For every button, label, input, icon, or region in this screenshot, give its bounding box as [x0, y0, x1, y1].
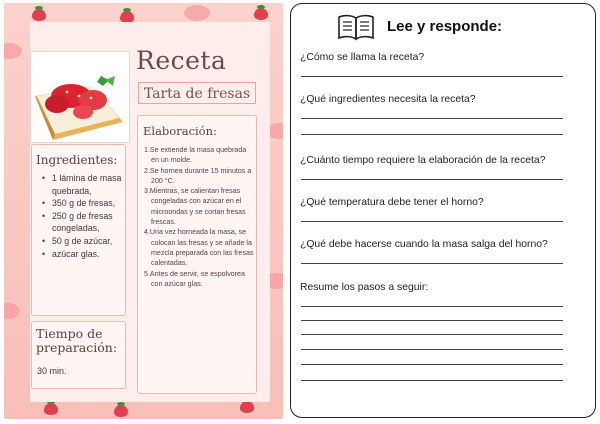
- step-item: 2.Se hornea durante 15 minutos a 200 °C.: [144, 166, 252, 185]
- elaboration-heading: Elaboración:: [143, 124, 217, 138]
- strawberry-decoration: [114, 405, 128, 417]
- recipe-title: Receta: [136, 46, 227, 75]
- macaron-decoration: [4, 303, 20, 319]
- question-3: ¿Cuánto tiempo requiere la elaboración de la receta?: [300, 155, 546, 166]
- step-item: 5.Antes de servir, se espolvorea con azúcar glas.: [144, 269, 245, 288]
- ingredients-list: [36, 172, 126, 260]
- answer-line[interactable]: [301, 364, 563, 365]
- prep-time-box: [31, 321, 126, 389]
- answer-line[interactable]: [301, 306, 563, 307]
- ingredient-item: • 250 g de fresas congeladas,: [36, 210, 126, 235]
- macaron-decoration: [184, 5, 210, 21]
- step-item: 1.Se extiende la masa quebrada en un molde.: [144, 146, 247, 165]
- answer-line[interactable]: [301, 221, 563, 222]
- ingredients-box: [31, 144, 126, 316]
- ingredient-item: • 1 lámina de masa quebrada,: [36, 172, 126, 197]
- question-6: Resume los pasos a seguir:: [300, 282, 429, 293]
- strawberry-decoration: [254, 8, 268, 20]
- answer-line[interactable]: [301, 320, 563, 321]
- answer-line[interactable]: [301, 380, 563, 381]
- answer-line[interactable]: [301, 334, 563, 335]
- answer-line[interactable]: [301, 263, 563, 264]
- answer-line[interactable]: [301, 118, 563, 119]
- ingredients-heading: Ingredientes:: [36, 153, 118, 167]
- step-item: 4.Una vez horneada la masa, se colocan las fresas y se añade la mezcla preparada con las fresas calentadas.: [144, 228, 254, 268]
- strawberry-decoration: [44, 403, 58, 415]
- question-1: ¿Cómo se llama la receta?: [300, 52, 425, 63]
- prep-time-heading: Tiempo de preparación:: [36, 326, 118, 355]
- elaboration-steps: [144, 145, 254, 289]
- ingredient-item: • 50 g de azúcar,: [36, 235, 126, 248]
- strawberry-decoration: [240, 401, 254, 413]
- worksheet: [290, 3, 596, 418]
- step-item: 3.Mientras, se calientan fresas congeladas con azúcar en el microondas y se cortan fresas frescas.: [144, 187, 246, 227]
- strawberry-decoration: [32, 9, 46, 21]
- question-2: ¿Qué ingredientes necesita la receta?: [300, 94, 476, 105]
- elaboration-box: [137, 115, 257, 394]
- question-5: ¿Qué debe hacerse cuando la masa salga del horno?: [300, 239, 548, 250]
- answer-line[interactable]: [301, 179, 563, 180]
- ingredient-item: • azúcar glas.: [36, 248, 126, 261]
- question-4: ¿Qué temperatura debe tener el horno?: [300, 197, 484, 208]
- worksheet-title: Lee y responde:: [387, 18, 503, 35]
- prep-time-value: 30 min.: [37, 366, 67, 376]
- macaron-decoration: [4, 43, 22, 59]
- book-icon: [337, 12, 375, 42]
- strawberry-tart-image: [30, 51, 130, 143]
- ingredient-item: • 350 g de fresas,: [36, 197, 126, 210]
- answer-line[interactable]: [301, 76, 563, 77]
- answer-line[interactable]: [301, 349, 563, 350]
- recipe-subtitle: Tarta de fresas: [138, 82, 256, 104]
- answer-line[interactable]: [301, 134, 563, 135]
